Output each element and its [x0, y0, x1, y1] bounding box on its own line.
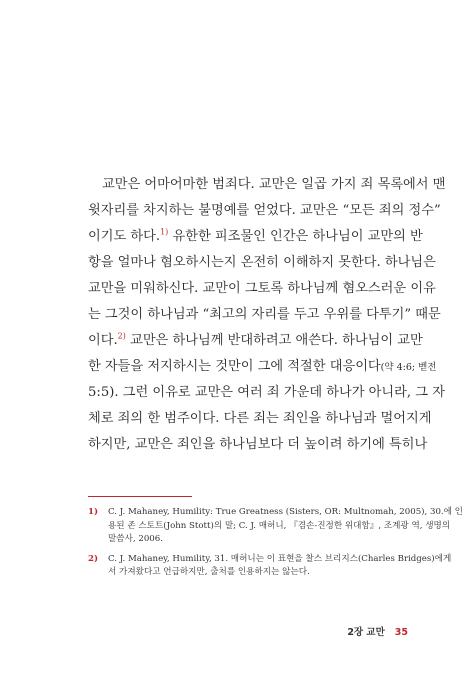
- body-paragraph: [88, 172, 446, 458]
- body-line: [88, 354, 437, 380]
- body-line-segment: 이기도 하다.: [88, 229, 161, 244]
- footnote-line: 말씀사, 2006.: [108, 534, 163, 544]
- footnote-line: 서 가져왔다고 언급하지만, 출처를 인용하지는 않는다.: [108, 567, 310, 577]
- page-number: 35: [394, 627, 408, 638]
- body-line: 교만을 미워하신다. 교만이 그토록 하나님께 혐오스러운 이유: [88, 281, 436, 296]
- footnote-number: 1): [88, 507, 99, 517]
- running-footer: [347, 624, 408, 638]
- footnote-divider: [88, 496, 192, 497]
- body-line: 하지만, 교만은 죄인을 하나님보다 더 높이려 하기에 특히나: [88, 437, 428, 452]
- footnote-ref-1: 1): [160, 227, 169, 237]
- body-line-segment: 교만은 하나님께 반대하려고 애쓴다. 하나님이 교만: [125, 333, 423, 348]
- footnote-2: [88, 553, 452, 580]
- footnotes: [88, 506, 463, 586]
- body-line: 체로 죄의 한 범주이다. 다른 죄는 죄인을 하나님과 멀어지게: [88, 411, 432, 426]
- body-line-segment: 이다.: [88, 333, 118, 348]
- chapter-label: 2장 교만: [347, 627, 385, 638]
- body-line: [88, 328, 423, 354]
- footnote-ref-2: 2): [117, 331, 126, 341]
- scripture-reference: (약 4:6; 벧전: [380, 362, 437, 373]
- body-line: [88, 224, 423, 250]
- body-line-segment: 한 자들을 저지하시는 것만이 그에 적절한 대응이다: [88, 359, 381, 374]
- body-line-segment: 유한한 피조물인 인간은 하나님이 교만의 반: [168, 229, 423, 244]
- footnote-line: C. J. Mahaney, Humility: True Greatness (Sisters, OR: Multnomah, 2005), 30.에 인: [108, 507, 463, 517]
- body-line: 교만은 어마어마한 범죄다. 교만은 일곱 가지 죄 목록에서 맨: [102, 177, 446, 192]
- footnote-1: [88, 506, 463, 547]
- body-line: 5:5). 그런 이유로 교만은 여러 죄 가운데 하나가 아니라, 그 자: [88, 385, 445, 400]
- footnote-number: 2): [88, 553, 99, 564]
- body-line: 항을 얼마나 혐오하시는지 온전히 이해하지 못한다. 하나님은: [88, 255, 436, 270]
- footnote-line: C. J. Mahaney, Humility, 31. 매허니는 이 표현을 찰스 브리지스(Charles Bridges)에게: [108, 553, 452, 564]
- body-line: 는 그것이 하나님과 “최고의 자리를 두고 우위를 다투기” 때문: [88, 307, 441, 322]
- footnote-line: 용된 존 스토트(John Stott)의 말; C. J. 매허니, 『겸손-진정한 위대함』, 조계광 역, 생명의: [108, 520, 451, 531]
- body-line: 윗자리를 차지하는 불명예를 얻었다. 교만은 “모든 죄의 정수”: [88, 203, 441, 218]
